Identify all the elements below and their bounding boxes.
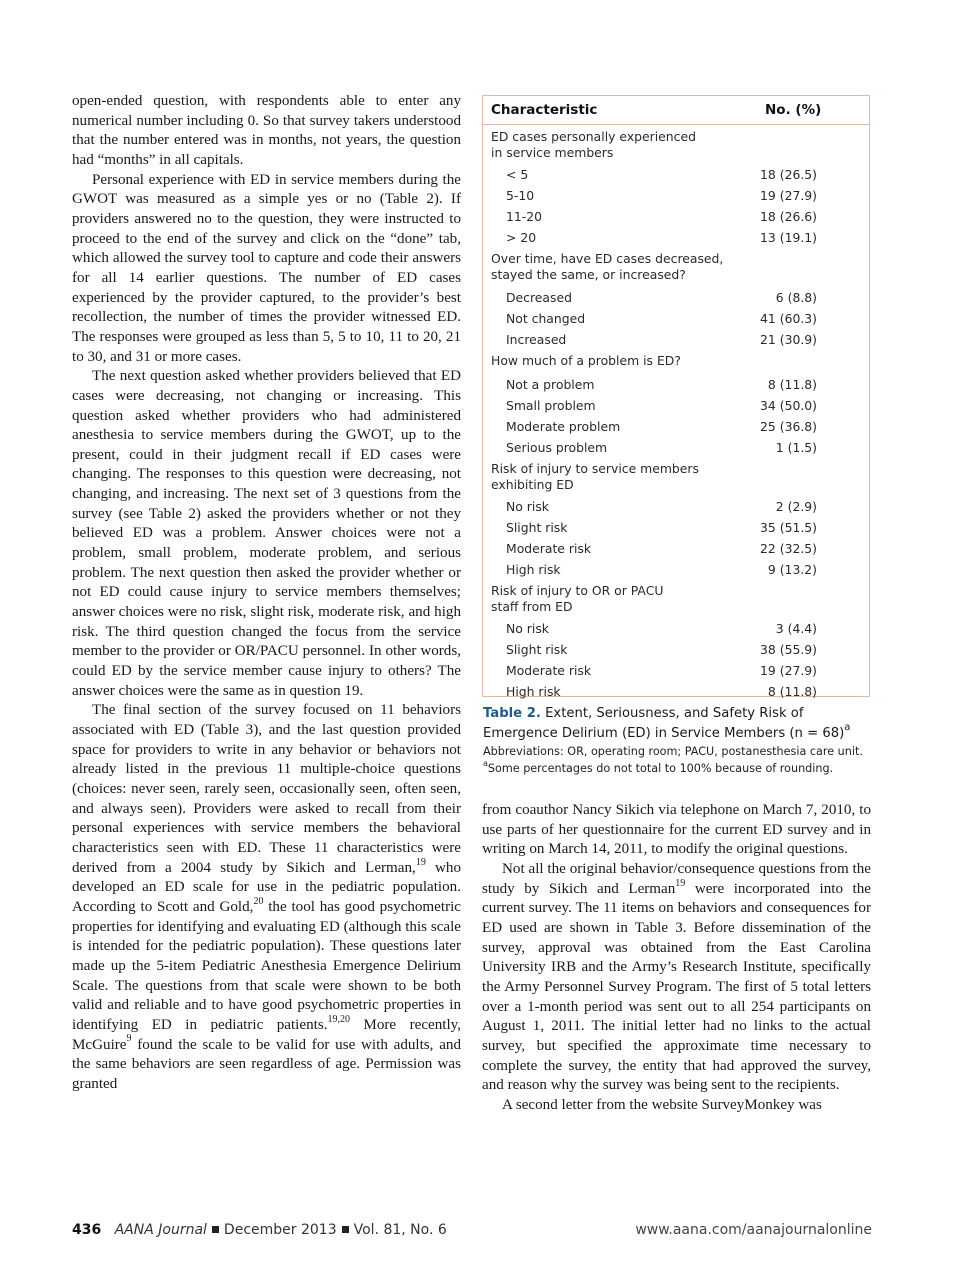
square-bullet-icon xyxy=(212,1226,219,1233)
table-group-title: Over time, have ED cases decreased, stayed the same, or increased? xyxy=(491,251,724,282)
table-row xyxy=(483,330,869,351)
table-group-title: ED cases personally experienced in service members xyxy=(491,129,696,160)
table-row xyxy=(483,288,869,309)
row-label: Not changed xyxy=(506,311,586,326)
citation-ref: 19,20 xyxy=(327,1013,350,1025)
table-row xyxy=(483,661,869,682)
table-header xyxy=(483,96,869,125)
right-text-column xyxy=(482,801,871,1116)
issue-date: December 2013 xyxy=(223,1222,337,1238)
row-value: 3 (4.4) xyxy=(775,621,817,636)
row-label: > 20 xyxy=(506,230,537,245)
table-row xyxy=(483,228,869,249)
table-row xyxy=(483,640,869,661)
paragraph: A second letter from the website SurveyMonkey was xyxy=(502,1096,822,1113)
text-run: who developed an ED scale for use in the pediatric population. According to Scott and Gold, xyxy=(72,859,461,915)
row-value: 18 (26.6) xyxy=(760,209,817,224)
row-label: High risk xyxy=(506,562,561,577)
table-2 xyxy=(482,95,870,697)
journal-url: www.aana.com/aanajournalonline xyxy=(635,1222,872,1238)
row-value: 19 (27.9) xyxy=(760,663,817,678)
table-row xyxy=(483,497,869,518)
table-row xyxy=(483,438,869,459)
row-label: No risk xyxy=(506,499,549,514)
row-label: Small problem xyxy=(506,398,596,413)
page-number: 436 xyxy=(72,1222,102,1238)
row-value: 19 (27.9) xyxy=(760,188,817,203)
row-label: 11-20 xyxy=(506,209,543,224)
row-value: 2 (2.9) xyxy=(775,499,817,514)
footnote-text: Some percentages do not total to 100% because of rounding. xyxy=(487,762,834,775)
footer-citation xyxy=(72,1222,447,1238)
table-row xyxy=(483,207,869,228)
row-value: 21 (30.9) xyxy=(760,332,817,347)
row-value: 1 (1.5) xyxy=(775,440,817,455)
row-value: 35 (51.5) xyxy=(760,520,817,535)
table-row xyxy=(483,560,869,581)
table-row xyxy=(483,518,869,539)
row-label: High risk xyxy=(506,684,561,699)
row-value: 18 (26.5) xyxy=(760,167,817,182)
table-row xyxy=(483,186,869,207)
table-row xyxy=(483,417,869,438)
row-value: 9 (13.2) xyxy=(767,562,817,577)
paragraph: Personal experience with ED in service members during the GWOT was measured as a simple yes or no (Table 2). If providers answered no to the question, they were instructed to proceed to the end of the survey and click on the “done” tab, which allowed the survey tool to capture and code their answers for all 14 earlier questions. The number of ED cases experienced by the provider captured, to the provider’s best recollection, the number of times the provider witnessed ED. The responses were grouped as less than 5, 5 to 10, 11 to 20, 21 to 30, and 31 or more cases. xyxy=(72,171,461,365)
table-row xyxy=(483,396,869,417)
text-run: Not all the original behavior/consequence questions from the study by Sikich and Lerman xyxy=(482,860,871,897)
column-header-characteristic: Characteristic xyxy=(491,102,598,118)
row-label: < 5 xyxy=(506,167,529,182)
citation-ref: 19 xyxy=(415,856,426,868)
row-label: Moderate risk xyxy=(506,663,592,678)
row-value: 41 (60.3) xyxy=(760,311,817,326)
caption-label: Table 2. xyxy=(483,706,541,721)
text-run: The final section of the survey focused on 11 behaviors associated with ED (Table 3), and the last question provided space for providers to write in any behavior or behaviors not already listed in the previous 11 multiple-choice questions (choices: never seen, rarely seen, occasionally seen, often seen, and always seen). Providers were asked to recall from their personal experiences with service members the behavioral characteristics seen with ED. These 11 characteristics were derived from a 2004 study by Sikich and Lerman, xyxy=(72,702,461,876)
volume-issue: Vol. 81, No. 6 xyxy=(353,1222,447,1238)
table-row xyxy=(483,619,869,640)
text-run: the tool has good psychometric properties for identifying and evaluating ED (although this scale is intended for the pediatric population). These questions later made up the 5-item Pediatric Anesthesia Emergence Delirium Scale. The questions from that scale were shown to be both valid and reliable and to have good psychometric properties in identifying ED in pediatric patients. xyxy=(72,898,461,1033)
table-group-title: Risk of injury to service members exhibiting ED xyxy=(491,461,699,492)
text-run: found the scale to be valid for use with adults, and the same behaviors are seen regardless of age. Permission was granted xyxy=(72,1036,461,1092)
caption-footnote xyxy=(483,760,875,777)
page-footer xyxy=(72,1222,872,1242)
row-label: Decreased xyxy=(506,290,572,305)
row-value: 34 (50.0) xyxy=(760,398,817,413)
paragraph: The next question asked whether providers believed that ED cases were decreasing, not changing or increasing. This question asked whether providers who had administered anesthesia to service members during the GWOT, up to the present, could in their judgment recall if ED cases were changing. The responses to this question were decreasing, not changing, and increasing. The next set of 3 questions from the survey (see Table 2) asked the providers whether or not they believed ED was a problem. Answer choices were not a problem, small problem, moderate problem, and serious problem. The next question then asked the provider whether or not ED could cause injury to service members themselves; answer choices were no risk, slight risk, moderate risk, and high risk. The third question changed the focus from the service member to the provider or OR/PACU personnel. In other words, could ED by the service member cause injury to others? The answer choices were the same as in question 19. xyxy=(72,368,461,699)
table-row xyxy=(483,375,869,396)
table-group-title: Risk of injury to OR or PACU staff from ED xyxy=(491,583,664,614)
caption-footnote-marker: a xyxy=(844,722,851,734)
footnote-marker: a xyxy=(483,759,488,769)
left-text-column xyxy=(72,92,461,1094)
row-value: 6 (8.8) xyxy=(775,290,817,305)
text-run: were incorporated into the current survey. The 11 items on behaviors and consequences for ED used are shown in Table 3. Before dissemination of the survey, approval was obtained from the East Carolina University IRB and the Army’s Research Institute, specifically the Army Personnel Survey Program. The first of 5 total letters over a 1-month period was sent out to all 254 participants on August 1, 2011. The initial letter had no links to the actual survey, but specified the approximate time necessary to complete the survey, the entity that had approved the survey, and reason why the survey was being sent to the recipients. xyxy=(482,880,871,1094)
table-row xyxy=(483,165,869,186)
row-label: Increased xyxy=(506,332,567,347)
table-row xyxy=(483,309,869,330)
journal-name: AANA Journal xyxy=(114,1222,207,1238)
row-value: 8 (11.8) xyxy=(767,684,817,699)
table-row xyxy=(483,682,869,703)
table-caption xyxy=(483,704,875,777)
row-value: 25 (36.8) xyxy=(760,419,817,434)
row-label: 5-10 xyxy=(506,188,535,203)
paragraph: from coauthor Nancy Sikich via telephone on March 7, 2010, to use parts of her questionnaire for the current ED survey and in writing on March 14, 2011, to modify the original questions. xyxy=(482,802,871,858)
table-body xyxy=(483,127,869,703)
column-header-number: No. (%) xyxy=(765,102,822,118)
row-label: Moderate risk xyxy=(506,541,592,556)
row-label: No risk xyxy=(506,621,549,636)
row-label: Not a problem xyxy=(506,377,595,392)
caption-abbreviations: Abbreviations: OR, operating room; PACU, postanesthesia care unit. xyxy=(483,745,863,758)
row-value: 22 (32.5) xyxy=(760,541,817,556)
square-bullet-icon xyxy=(342,1226,349,1233)
citation-ref: 9 xyxy=(126,1033,132,1045)
row-label: Serious problem xyxy=(506,440,608,455)
caption-title xyxy=(483,704,875,743)
caption-text: Extent, Seriousness, and Safety Risk of Emergence Delirium (ED) in Service Members (n = 68) xyxy=(483,706,845,741)
row-label: Slight risk xyxy=(506,642,568,657)
paragraph xyxy=(72,701,461,1094)
table-group-title: How much of a problem is ED? xyxy=(491,353,681,368)
paragraph xyxy=(482,860,871,1096)
table-row xyxy=(483,539,869,560)
row-label: Slight risk xyxy=(506,520,568,535)
row-value: 38 (55.9) xyxy=(760,642,817,657)
paragraph: open-ended question, with respondents able to enter any numerical number including 0. So that survey takers understood that the number entered was in months, not years, the question had “months” in all capitals. xyxy=(72,93,461,168)
text-run: More recently, McGuire xyxy=(72,1016,461,1053)
row-value: 8 (11.8) xyxy=(767,377,817,392)
citation-ref: 20 xyxy=(253,895,264,907)
citation-ref: 19 xyxy=(675,877,686,889)
row-value: 13 (19.1) xyxy=(760,230,817,245)
row-label: Moderate problem xyxy=(506,419,621,434)
